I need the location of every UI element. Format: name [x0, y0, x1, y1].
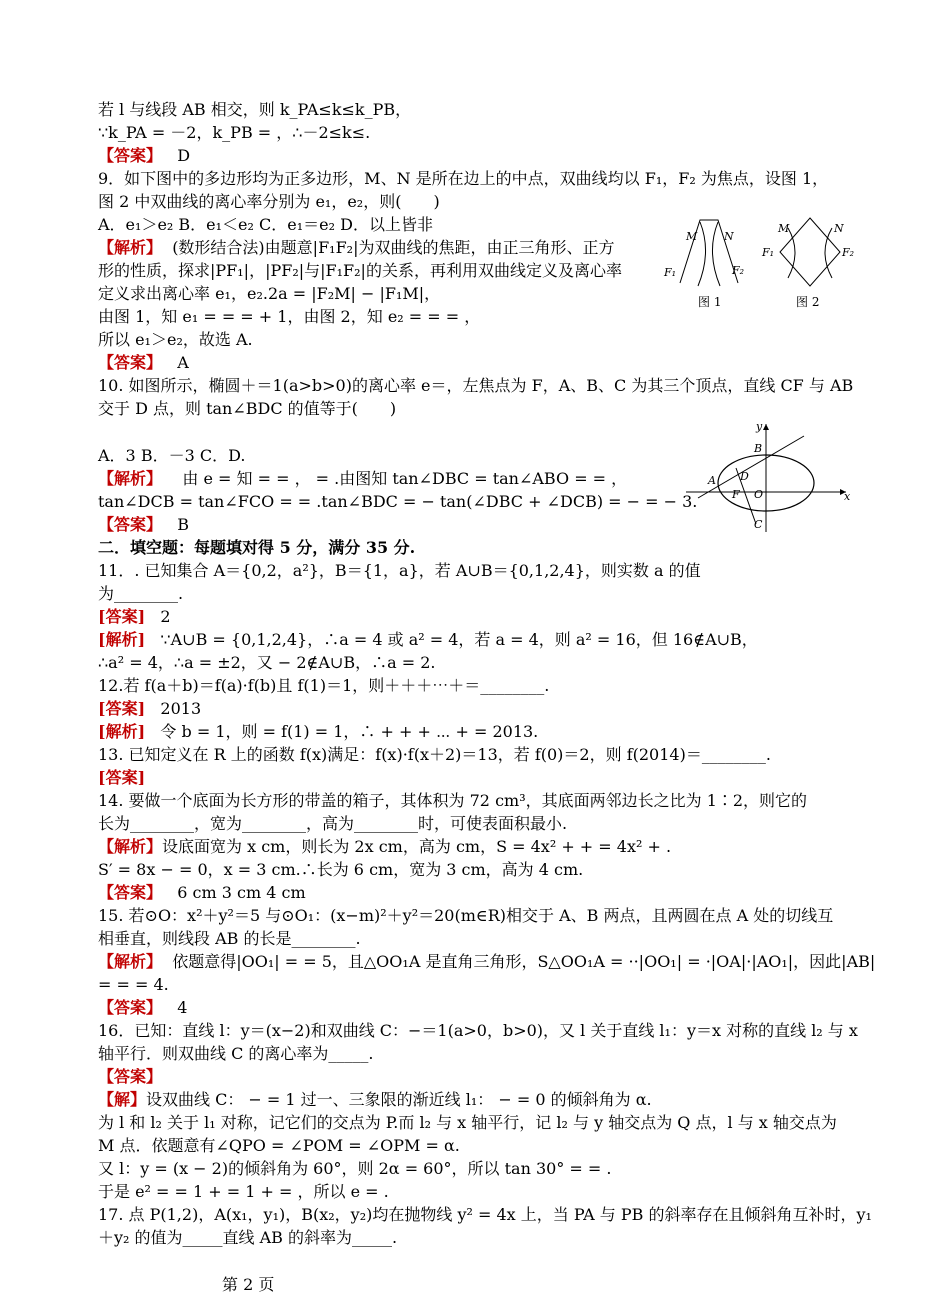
answer-line	[98, 699, 201, 719]
solution-text: 设双曲线 C： − = 1 过一、三象限的渐近线 l₁： − = 0 的倾斜角为 α.	[146, 1090, 652, 1109]
text-line: S′ = 8x − = 0，x = 3 cm.∴长为 6 cm，宽为 3 cm，高为 4 cm.	[98, 860, 584, 879]
question-11: 11．. 已知集合 A＝{0,2，a²}，B＝{1，a}，若 A∪B＝{0,1,2,4}，则实数 a 的值	[98, 561, 701, 580]
answer-tag: 【答案】	[98, 353, 163, 372]
label-C: C	[754, 518, 763, 531]
text-line: tan∠DCB = tan∠FCO = = .tan∠BDC = − tan(∠DBC + ∠DCB) = − = − 3.	[98, 492, 698, 511]
choices-line: A．3 B．－3 C．D.	[98, 446, 246, 465]
question-9: 9．如下图中的多边形均为正多边形，M、N 是所在边上的中点，双曲线均以 F₁，F₂ 为焦点，设图 1，	[98, 169, 829, 188]
caption-fig2: 图 2	[796, 295, 820, 309]
analysis-text: (数形结合法)由题意|F₁F₂|为双曲线的焦距，由正三角形、正方	[172, 238, 615, 257]
answer-value: 6 cm 3 cm 4 cm	[177, 883, 306, 902]
label-M2: M	[778, 222, 790, 235]
question-14: 14. 要做一个底面为长方形的带盖的箱子，其体积为 72 cm³，其底面两邻边长之比为 1∶2，则它的	[98, 791, 808, 810]
analysis-text: 令 b = 1，则 = f(1) = 1，∴ + + + ⋯ + = 2013.	[160, 722, 539, 741]
question-15: 15. 若⊙O：x²＋y²＝5 与⊙O₁：(x−m)²＋y²＝20(m∈R)相交于 A、B 两点，且两圆在点 A 处的切线互	[98, 906, 834, 925]
text-line: ＋y₂ 的值为_____直线 AB 的斜率为_____.	[98, 1228, 398, 1247]
text-line: 又 l：y = (x − 2)的倾斜角为 60°，则 2α = 60°，所以 tan 30° = = .	[98, 1159, 612, 1178]
line-AB	[698, 436, 804, 498]
question-12: 12.若 f(a＋b)＝f(a)·f(b)且 f(1)＝1，则＋＋＋⋯＋＝________.	[98, 676, 550, 695]
analysis-tag: [解析]	[98, 722, 146, 741]
ellipse-figure	[684, 420, 854, 535]
text-line: 于是 e² = = 1 + = 1 + = ，所以 e = .	[98, 1182, 389, 1201]
label-M1: M	[686, 230, 698, 243]
text-line: ∵k_PA = －2，k_PB = ，∴－2≤k≤.	[98, 123, 371, 142]
answer-line	[98, 146, 190, 166]
answer-line	[98, 515, 189, 535]
analysis-text: 由 e = 知 = = ， = .由图知 tan∠DBC = tan∠ABO = = ，	[182, 469, 628, 488]
analysis-tag: 【解析】	[98, 837, 163, 856]
label-x: x	[844, 490, 851, 503]
text-line: 图 2 中双曲线的离心率分别为 e₁，e₂，则( )	[98, 192, 440, 211]
answer-tag: 【答案】	[98, 515, 163, 534]
analysis-line	[98, 238, 615, 258]
answer-tag: 【答案】	[98, 883, 163, 902]
question-10: 10. 如图所示，椭圆＋＝1(a>b>0)的离心率 e＝，左焦点为 F，A、B、C 为其三个顶点，直线 CF 与 AB	[98, 376, 854, 395]
text-line: 长为________，宽为________，高为________时，可使表面积最小.	[98, 814, 568, 833]
choices-line: A．e₁＞e₂ B．e₁＜e₂ C．e₁＝e₂ D．以上皆非	[98, 215, 433, 234]
section-heading: 二．填空题：每题填对得 5 分，满分 35 分.	[98, 538, 416, 557]
answer-value: 2	[160, 607, 171, 626]
answer-line	[98, 768, 145, 788]
text-line: 若 l 与线段 AB 相交，则 k_PA≤k≤k_PB，	[98, 100, 412, 119]
label-N2: N	[834, 222, 844, 235]
analysis-line	[98, 837, 671, 857]
answer-value: 2013	[160, 699, 202, 718]
answer-value: 4	[177, 998, 188, 1017]
answer-tag: 【答案】	[98, 998, 163, 1017]
y-axis-arrow	[763, 424, 769, 430]
analysis-tag: 【解析】	[98, 469, 163, 488]
solution-line	[98, 1090, 652, 1110]
label-B: B	[754, 442, 763, 455]
answer-value: D	[177, 146, 191, 165]
hyperbola-left-branch-1	[698, 222, 706, 286]
text-line: 交于 D 点，则 tan∠BDC 的值等于( )	[98, 399, 397, 418]
analysis-tag: 【解析】	[98, 238, 163, 257]
text-line: M 点．依题意有∠QPO = ∠POM = ∠OPM = α.	[98, 1136, 460, 1155]
text-line: 定义求出离心率 e₁，e₂.2a = |F₂M| − |F₁M|，	[98, 284, 441, 303]
analysis-tag: 【解析】	[98, 952, 163, 971]
label-F2-1: F₂	[732, 264, 745, 277]
page-footer: 第 2 页	[222, 1275, 275, 1294]
analysis-text: ∵A∪B = {0,1,2,4}，∴a = 4 或 a² = 4，若 a = 4，则 a² = 16，但 16∉A∪B，	[160, 630, 758, 649]
analysis-line	[98, 952, 875, 972]
answer-line	[98, 998, 187, 1018]
label-F2-2: F₂	[842, 246, 855, 259]
analysis-line	[98, 469, 627, 489]
label-y: y	[756, 420, 763, 433]
text-line: 所以 e₁＞e₂，故选 A.	[98, 330, 253, 349]
question-16: 16．已知：直线 l：y＝(x−2)和双曲线 C：−＝1(a>0，b>0)，又 l 关于直线 l₁：y＝x 对称的直线 l₂ 与 x	[98, 1021, 858, 1040]
label-D: D	[740, 470, 749, 483]
answer-line	[98, 607, 171, 627]
text-line: ∴a² = 4，∴a = ±2，又 − 2∉A∪B，∴a = 2.	[98, 653, 436, 672]
answer-line	[98, 353, 189, 373]
answer-line	[98, 1067, 162, 1087]
caption-fig1: 图 1	[698, 295, 722, 309]
analysis-text: 设底面宽为 x cm，则长为 2x cm，高为 cm，S = 4x² + + = 4x² + .	[162, 837, 672, 856]
analysis-text: 依题意得|OO₁| = = 5，且△OO₁A 是直角三角形，S△OO₁A = ··|OO₁| = ·|OA|·|AO₁|，因此|AB|	[172, 952, 876, 971]
label-F1-1: F₁	[664, 266, 677, 279]
label-F1-2: F₁	[762, 246, 775, 259]
label-N1: N	[724, 230, 734, 243]
hyperbola-figures	[660, 210, 860, 320]
analysis-line	[98, 722, 538, 742]
label-A: A	[708, 474, 716, 487]
text-line: 相垂直，则线段 AB 的长是________.	[98, 929, 361, 948]
text-line: 形的性质，探求|PF₁|，|PF₂|与|F₁F₂|的关系，再利用双曲线定义及离心率	[98, 261, 622, 280]
text-line: 由图 1，知 e₁ = = = + 1，由图 2，知 e₂ = = = ，	[98, 307, 481, 326]
label-O: O	[754, 488, 764, 501]
answer-value: B	[177, 515, 190, 534]
answer-line	[98, 883, 306, 903]
question-17: 17. 点 P(1,2)，A(x₁，y₁)，B(x₂，y₂)均在抛物线 y² = 4x 上，当 PA 与 PB 的斜率存在且倾斜角互补时，y₁	[98, 1205, 872, 1224]
answer-tag: [答案]	[98, 699, 146, 718]
analysis-line	[98, 630, 758, 650]
question-13: 13. 已知定义在 R 上的函数 f(x)满足：f(x)·f(x＋2)＝13，若 f(0)＝2，则 f(2014)＝________.	[98, 745, 771, 764]
text-line: 轴平行．则双曲线 C 的离心率为_____.	[98, 1044, 374, 1063]
answer-tag: [答案]	[98, 607, 146, 626]
label-F: F	[732, 488, 740, 501]
answer-tag: 【答案】	[98, 1067, 163, 1086]
text-line: = = = 4.	[98, 975, 169, 994]
text-line: 为 l 和 l₂ 关于 l₁ 对称，记它们的交点为 P.而 l₂ 与 x 轴平行，记 l₂ 与 y 轴交点为 Q 点，l 与 x 轴交点为	[98, 1113, 837, 1132]
answer-value: A	[177, 353, 189, 372]
answer-tag: 【答案】	[98, 146, 163, 165]
hyperbola-right-branch-1	[712, 222, 720, 286]
analysis-tag: [解析]	[98, 630, 146, 649]
text-line: 为________.	[98, 584, 184, 603]
solution-tag: 【解】	[98, 1090, 147, 1109]
answer-tag: [答案]	[98, 768, 146, 787]
